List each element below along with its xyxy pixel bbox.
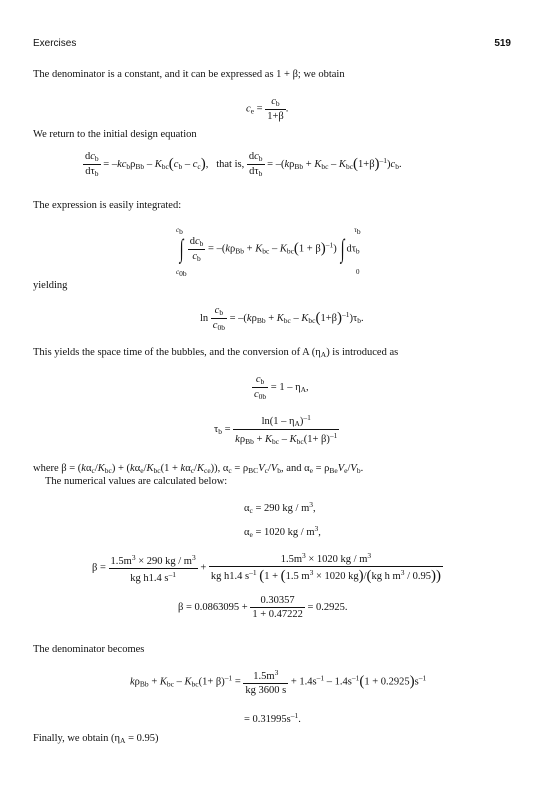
page-number: 519 [494,38,511,49]
equation-conversion: $\frac{c_b}{c_{0b}}$ = $1 - \eta_A$, [254,374,309,401]
that-is-label: that is, [216,158,245,170]
equation-beta-result: β = 0.0863095 + $\frac{0.30357}{1 + 0.47222}$ = 0.2925. [178,595,348,620]
paragraph-where: where $\beta = (k\alpha_c/K_{bc}) + (k\alpha_e/K_{bc}(1 + k\alpha_c/K_{ce}))$, $\alpha_c = \rho_{BC}V_c/V_b$, and $\alpha_e = \rho_{Be}V_e/V_b$. [33,463,364,475]
equation-denominator-result: = $0.31995s^{-1}$. [244,711,301,725]
equation-integral: $c_b$ $c_{0b}$ ∫ $\frac{dc_b}{c_b}$ = $-(k\rho_{Bb} + K_{bc} - K_{bc}(1 + \beta)^{-1})$ ∫ $d\tau_b$ $\tau_b$ 0 [176,226,361,278]
equation-ce: $c_e$ = $\frac{c_b}{1+\beta}$ . [246,96,289,122]
paragraph: The denominator is a constant, and it can be expressed as 1 + β; we obtain [33,69,345,80]
paragraph: Finally, we obtain $(\eta_A = 0.95)$ [33,733,159,745]
paragraph: This yields the space time of the bubbles, and the conversion of A $(\eta_A)$ is introduced as [33,347,399,359]
equation-alpha-c: $\alpha_c = 290$ kg / $m^3$, [244,500,316,515]
equation-design: $\frac{dc_b}{d\tau_b}$ = $-kc_b\rho_{Bb} - K_{bc}(c_b - c_c)$, that is, $\frac{dc_b}{d\tau_b}$ = $-(k\rho_{Bb} + K_{bc} - K_{bc}(1+\beta)^{-1})c_b$. [85,151,402,178]
equation-tau: $\tau_b$ = $\frac{\ln(1 - \eta_A)^{-1}}{k\rho_{Bb} + K_{bc} - K_{bc}(1+ \beta)^{-1}}$ [214,413,338,446]
paragraph: We return to the initial design equation [33,129,197,140]
paragraph: The numerical values are calculated below: [45,476,228,487]
equation-denominator: $k\rho_{Bb} + K_{bc} - K_{bc}(1+ \beta)^{-1}$ = $\frac{1.5m^3}{kg 3600 s}$ + $1.4s^{-1} - 1.4s^{-1}(1 + 0.2925)s^{-1}$ [130,668,427,696]
paragraph: The denominator becomes [33,644,145,655]
running-header-section: Exercises [33,38,77,49]
paragraph: yielding [33,280,68,291]
equation-beta-numeric: β = $\frac{1.5m^3 \times 290 kg / m^3}{kg h1.4 s^{-1}}$ + $\frac{1.5m^3 \times 1020 kg / m^3}{kg h1.4 s^{-1} (1 + (1.5 m^3 \times 1020 kg)/(kg h m^3 / 0.95))}$ [92,551,441,584]
equation-alpha-e: $\alpha_e = 1020$ kg / $m^3$, [244,524,321,539]
equation-ln: ln $\frac{c_b}{c_{0b}}$ = $-(k\rho_{Bb} + K_{bc} - K_{bc}(1+\beta)^{-1})\tau_b$. [200,305,364,332]
paragraph: The expression is easily integrated: [33,200,182,211]
